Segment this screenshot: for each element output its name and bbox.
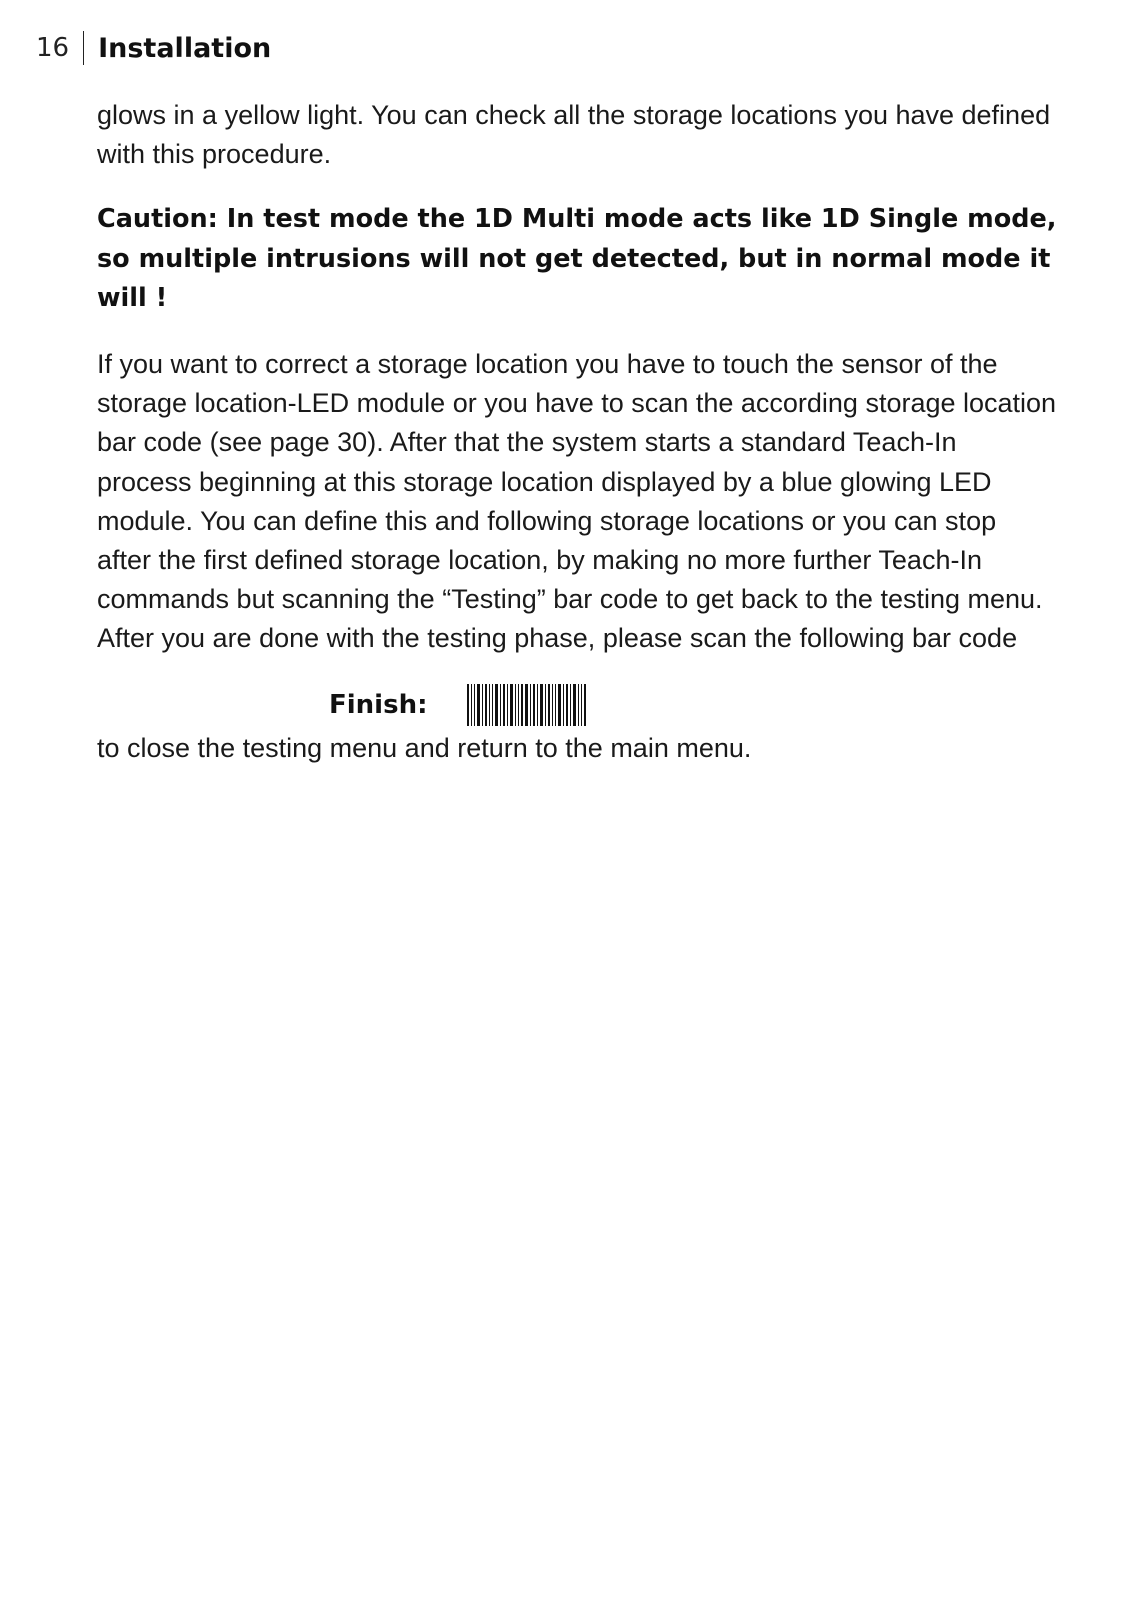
- header-divider: [83, 31, 84, 65]
- finish-barcode-row: [329, 681, 1057, 729]
- section-title: Installation: [98, 32, 272, 64]
- barcode-icon: [467, 684, 587, 726]
- correction-paragraph: If you want to correct a storage location you have to touch the sensor of the storage location-LED module or you have to scan the according storage location bar code (see page 30). After that the system starts a standard Teach-In process beginning at this storage location displayed by a blue glowing LED module. You can define this and following storage locations or you can stop after the first defined storage location, by making no more further Teach-In commands but scanning the “Testing” bar code to get back to the testing menu. After you are done with the testing phase, please scan the following bar code: [97, 348, 1057, 654]
- page-content: [97, 96, 1057, 768]
- intro-paragraph: glows in a yellow light. You can check all the storage locations you have defined with this procedure.: [97, 100, 1051, 170]
- page-number: 16: [36, 33, 70, 63]
- page-header: [36, 28, 271, 68]
- closing-paragraph: to close the testing menu and return to the main menu.: [97, 732, 752, 763]
- finish-label: Finish:: [329, 689, 428, 720]
- caution-paragraph: Caution: In test mode the 1D Multi mode acts like 1D Single mode, so multiple intrusions will not get detected, but in normal mode it will !: [97, 204, 1057, 314]
